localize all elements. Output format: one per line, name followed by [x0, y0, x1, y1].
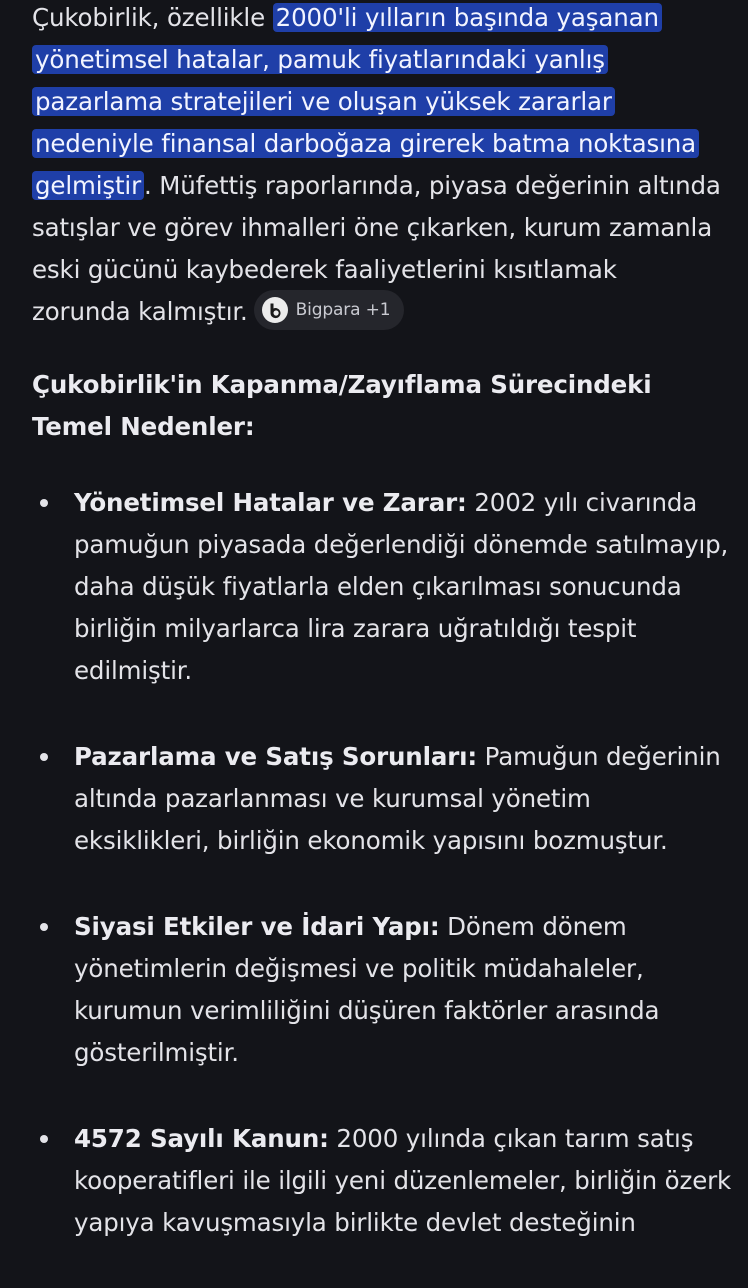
list-item-title: 4572 Sayılı Kanun:: [74, 1124, 329, 1153]
highlighted-passage[interactable]: 2000'li yılların başında yaşanan yönetimsel hatalar, pamuk fiyatlarındaki yanlış pazarlama stratejileri ve oluşan yüksek zararlar nedeniyle finansal darboğaza girerek batma noktasına gelmiştir: [32, 3, 699, 200]
reasons-list: [32, 482, 732, 1288]
list-item: [32, 1118, 732, 1244]
list-item-text: Dönem dönem yönetimlerin değişmesi ve politik müdahaleler, kurumun verimliliğini düşüren faktörler arasında gösterilmiştir.: [74, 912, 660, 1067]
list-item: [32, 736, 732, 862]
bullet-icon: [40, 499, 48, 507]
intro-paragraph: [32, 0, 722, 333]
bullet-icon: [40, 753, 48, 761]
source-chip-label: Bigpara +1: [295, 300, 391, 320]
list-item: [32, 482, 732, 692]
list-item-text: Pamuğun değerinin altında pazarlanması ve kurumsal yönetim eksiklikleri, birliğin ekonomik yapısını bozmuştur.: [74, 742, 721, 855]
section-heading: Çukobirlik'in Kapanma/Zayıflama Sürecindeki Temel Nedenler:: [32, 370, 652, 441]
answer-content: [32, 0, 732, 1237]
list-item-title: Pazarlama ve Satış Sorunları:: [74, 742, 478, 771]
list-item-text: 2000 yılında çıkan tarım satış kooperatifleri ile ilgili yeni düzenlemeler, birliğin özerk yapıya kavuşmasıyla birlikte devlet desteğinin: [74, 1124, 732, 1237]
list-item: [32, 906, 732, 1074]
bigpara-logo-icon: [262, 297, 288, 323]
list-item-title: Yönetimsel Hatalar ve Zarar:: [74, 488, 467, 517]
list-item-text: 2002 yılı civarında pamuğun piyasada değerlendiği dönemde satılmayıp, daha düşük fiyatlarla elden çıkarılması sonucunda birliğin milyarlarca lira zarara uğratıldığı tespit edilmiştir.: [74, 488, 729, 685]
bullet-icon: [40, 1135, 48, 1143]
intro-text-after: . Müfettiş raporlarında, piyasa değerinin altında satışlar ve görev ihmalleri öne çıkarken, kurum zamanla eski gücünü kaybederek faaliyetlerini kısıtlamak zorunda kalmıştır.: [32, 171, 721, 326]
intro-text-before: Çukobirlik, özellikle: [32, 3, 273, 32]
source-chip-bigpara[interactable]: [254, 290, 405, 330]
bullet-icon: [40, 923, 48, 931]
list-item-title: Siyasi Etkiler ve İdari Yapı:: [74, 912, 440, 941]
